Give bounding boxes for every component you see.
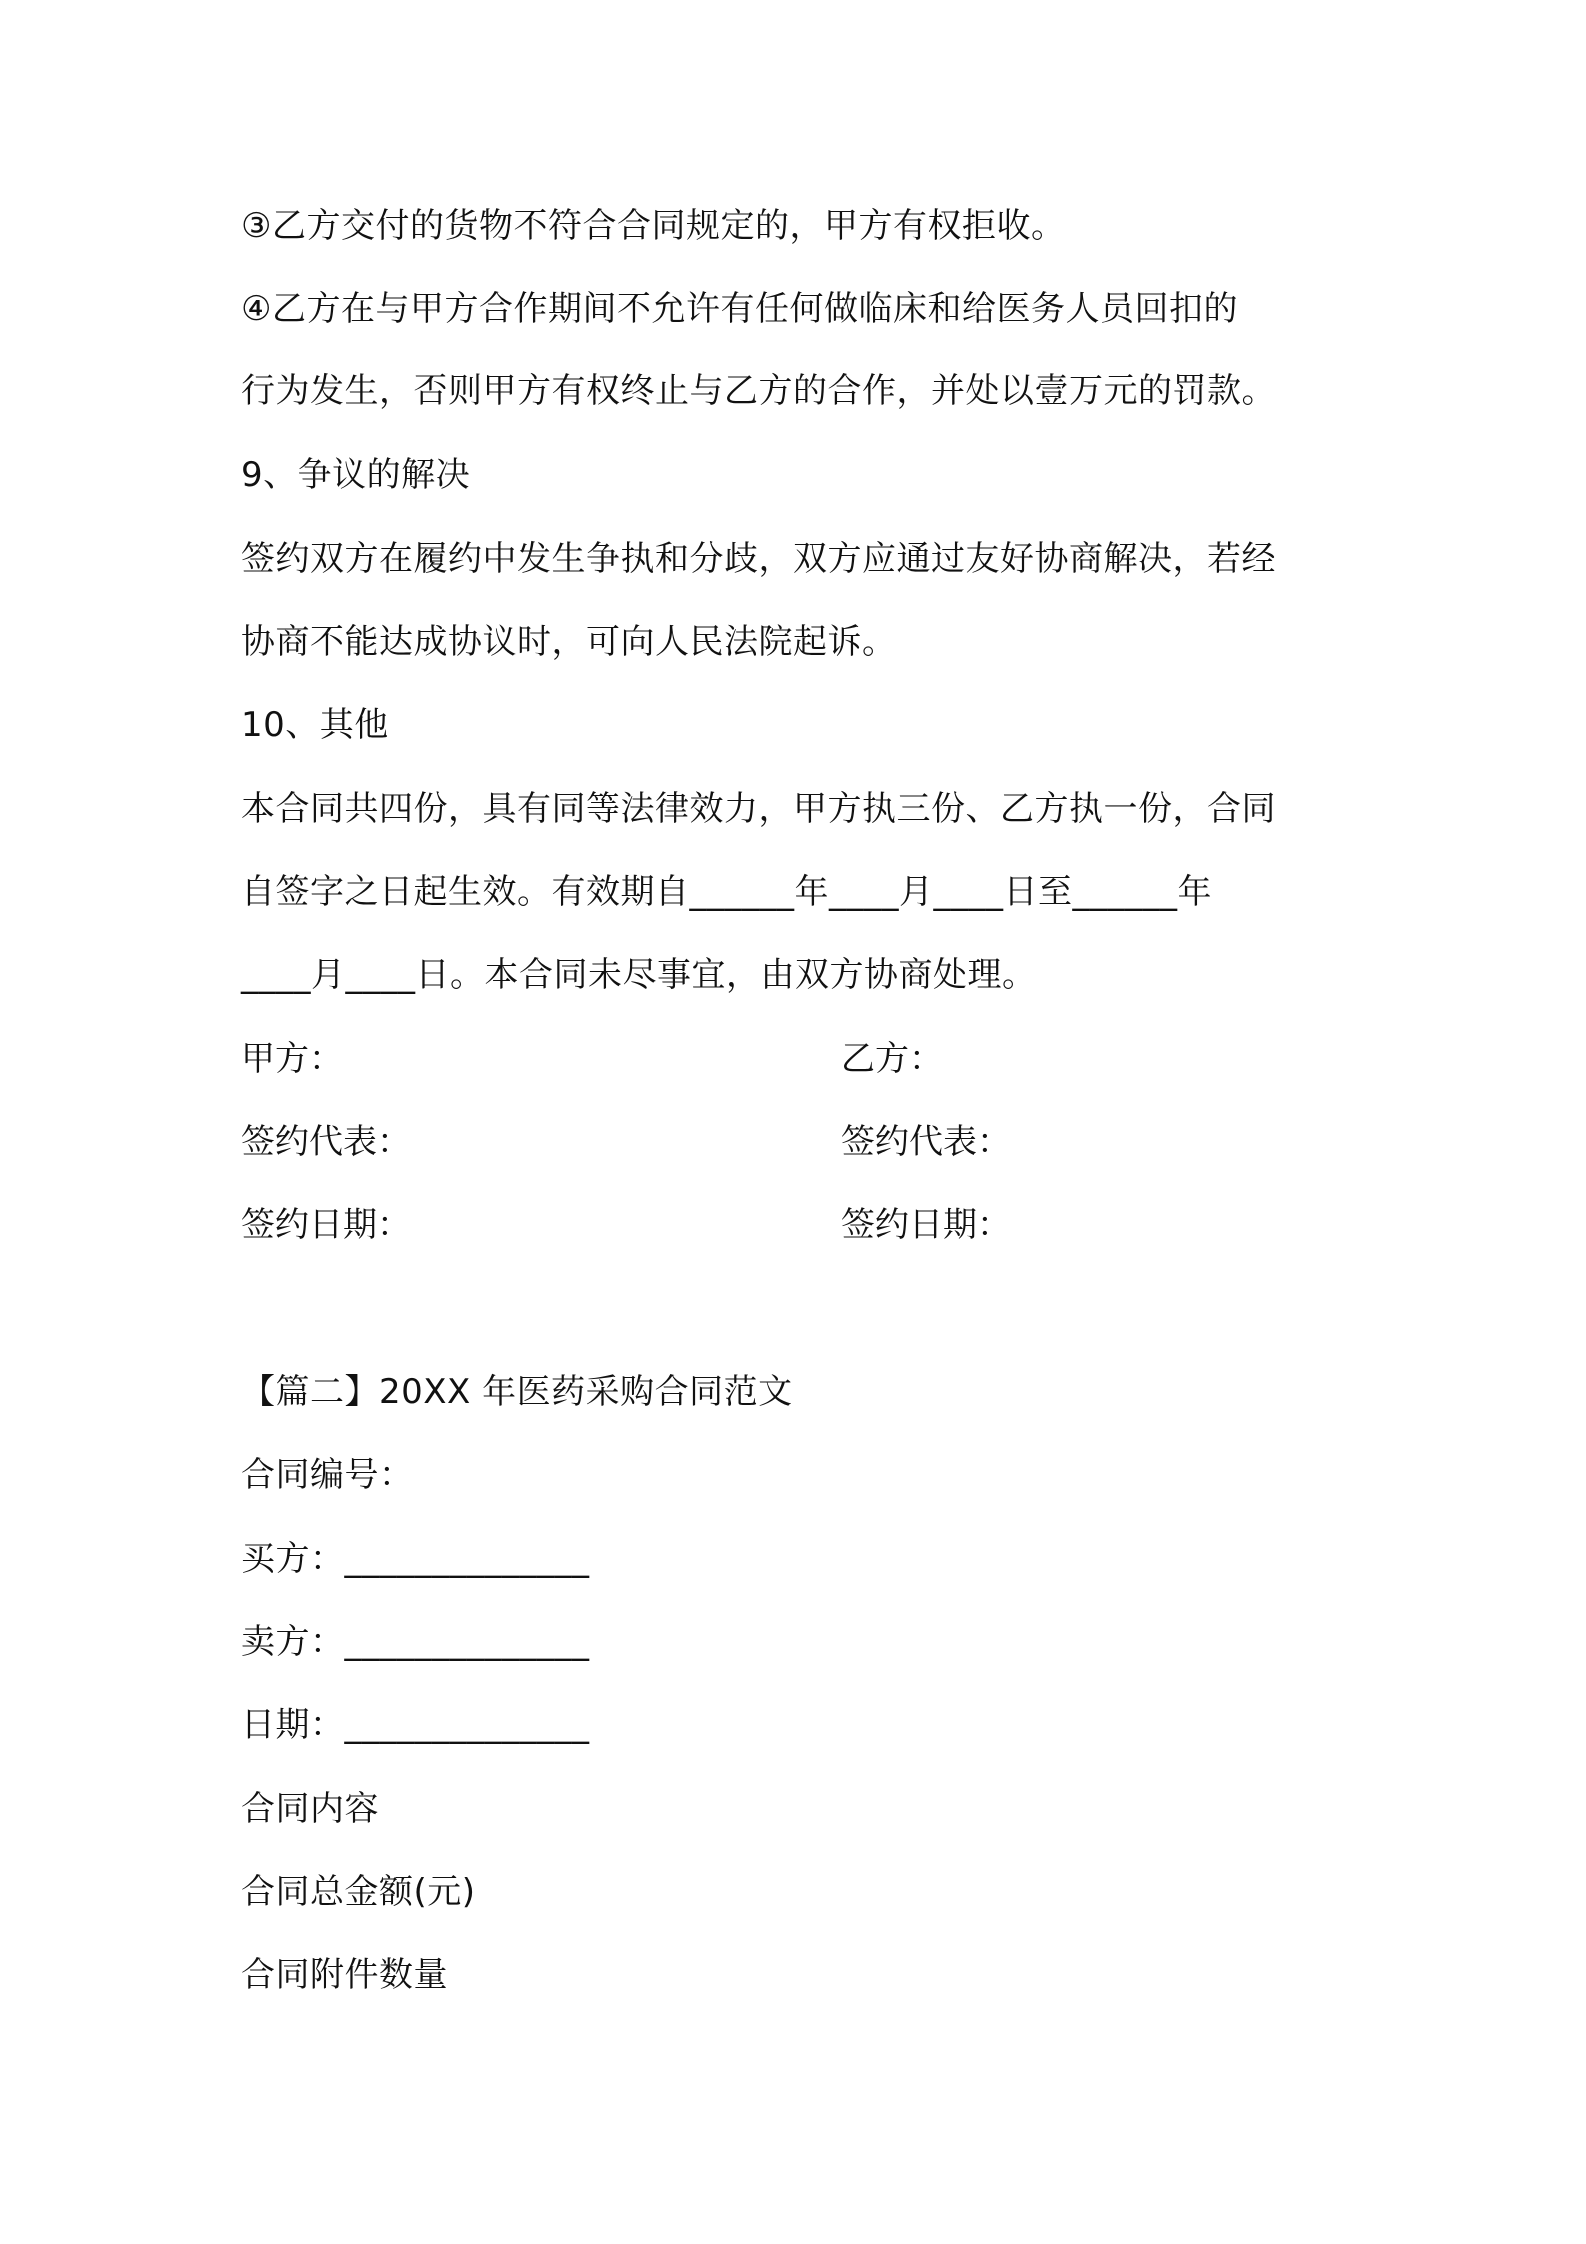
contract-contents-label: 合同内容 xyxy=(241,1789,379,1829)
section-10-line-1: 本合同共四份，具有同等法律效力，甲方执三份、乙方执一份，合同 xyxy=(241,789,1276,829)
seller-field: 卖方：______________ xyxy=(241,1622,590,1662)
contract-total-amount-label: 合同总金额(元) xyxy=(241,1872,476,1912)
section-9-line-2: 协商不能达成协议时，可向人民法院起诉。 xyxy=(241,622,897,662)
contract-number-label: 合同编号： xyxy=(241,1455,414,1495)
section-10-line-2: 自签字之日起生效。有效期自______年____月____日至______年 xyxy=(241,872,1212,912)
part-2-heading: 【篇二】20XX 年医药采购合同范文 xyxy=(241,1372,793,1412)
date-field: 日期：______________ xyxy=(241,1705,590,1745)
buyer-field: 买方：______________ xyxy=(241,1539,590,1579)
party-b-label: 乙方： xyxy=(841,1039,943,1079)
section-9-line-1: 签约双方在履约中发生争执和分歧，双方应通过友好协商解决，若经 xyxy=(241,539,1276,579)
section-9-title: 9、争议的解决 xyxy=(241,455,471,495)
party-b-date-label: 签约日期： xyxy=(841,1205,1011,1245)
contract-attachments-label: 合同附件数量 xyxy=(241,1955,448,1995)
section-10-title: 10、其他 xyxy=(241,705,389,745)
party-b-representative-label: 签约代表： xyxy=(841,1122,1011,1162)
party-a-representative-label: 签约代表： xyxy=(241,1122,411,1162)
clause-3: ③乙方交付的货物不符合合同规定的，甲方有权拒收。 xyxy=(241,206,1066,246)
party-a-date-label: 签约日期： xyxy=(241,1205,411,1245)
party-a-label: 甲方： xyxy=(241,1039,343,1079)
section-10-line-3: ____月____日。本合同未尽事宜，由双方协商处理。 xyxy=(241,955,1037,995)
clause-4-line-1: ④乙方在与甲方合作期间不允许有任何做临床和给医务人员回扣的 xyxy=(241,289,1238,329)
clause-4-line-2: 行为发生，否则甲方有权终止与乙方的合作，并处以壹万元的罚款。 xyxy=(241,371,1276,411)
